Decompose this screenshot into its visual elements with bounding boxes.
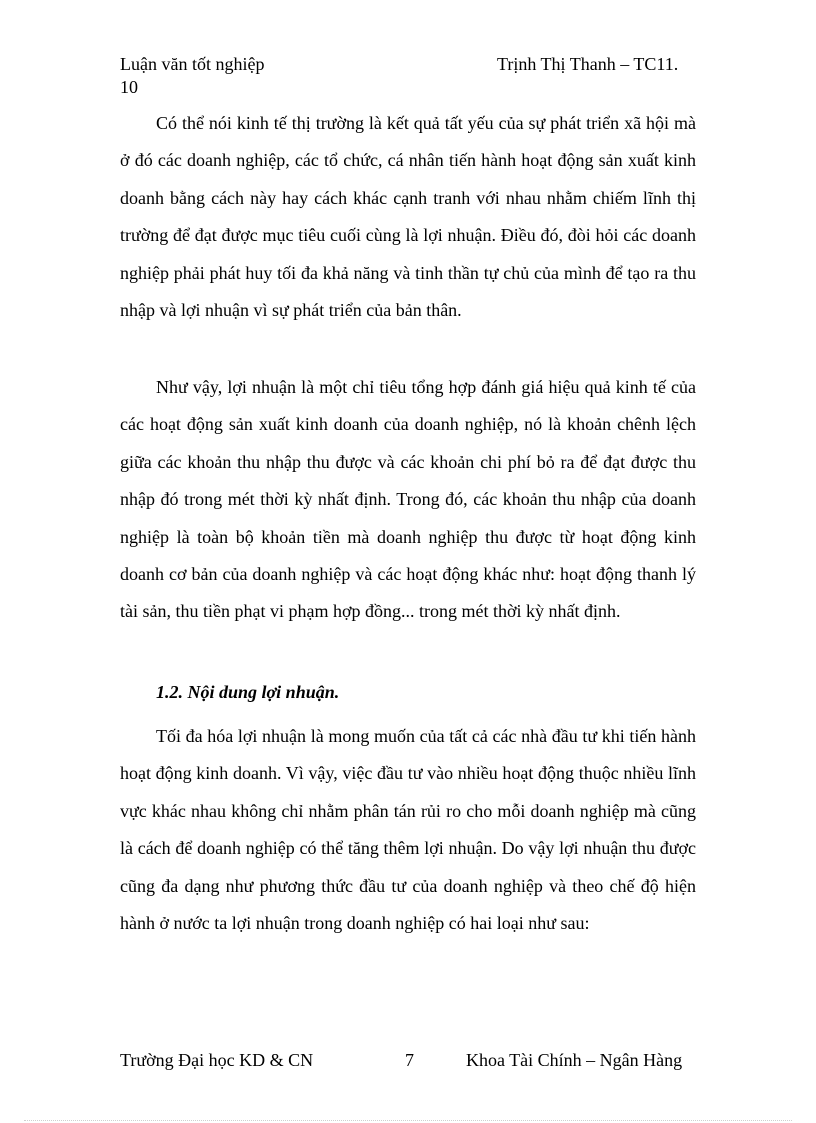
paragraph-market-economy: Có thể nói kinh tế thị trường là kết quả tất yếu của sự phát triển xã hội mà ở đó các doanh nghiệp, các tổ chức, cá nhân tiến hành hoạt động sản xuất kinh doanh bằng cách này hay cách khác cạnh tranh với nhau nhằm chiếm lĩnh thị trường để đạt được mục tiêu cuối cùng là lợi nhuận. Điều đó, đòi hỏi các doanh nghiệp phải phát huy tối đa khả năng và tinh thần tự chủ của mình để tạo ra thu nhập và lợi nhuận vì sự phát triển của bản thân. — [120, 113, 696, 321]
footer-university: Trường Đại học KD & CN — [120, 1050, 314, 1070]
paragraph-profit-maximization: Tối đa hóa lợi nhuận là mong muốn của tất cả các nhà đầu tư khi tiến hành hoạt động kinh doanh. Vì vậy, việc đầu tư vào nhiều hoạt động thuộc nhiều lĩnh vực khác nhau không chỉ nhằm phân tán rủi ro cho mỗi doanh nghiệp mà cũng là cách để doanh nghiệp có thể tăng thêm lợi nhuận. Do vậy lợi nhuận thu được cũng đa dạng như phương thức đầu tư của doanh nghiệp và theo chế độ hiện hành ở nước ta lợi nhuận trong doanh nghiệp có hai loại như sau: — [120, 726, 696, 934]
footer-page-number: 7 — [405, 1050, 414, 1070]
paragraph-profit-definition: Như vậy, lợi nhuận là một chỉ tiêu tổng hợp đánh giá hiệu quả kinh tế của các hoạt động sản xuất kinh doanh của doanh nghiệp, nó là khoản chênh lệch giữa các khoản thu nhập thu được và các khoản chi phí bỏ ra để đạt được thu nhập đó trong mét thời kỳ nhất định. Trong đó, các khoản thu nhập của doanh nghiệp là toàn bộ khoản tiền mà doanh nghiệp thu được từ hoạt động kinh doanh cơ bản của doanh nghiệp và các hoạt động khác như: hoạt động thanh lý tài sản, thu tiền phạt vi phạm hợp đồng... trong mét thời kỳ nhất định. — [120, 377, 696, 622]
header-continuation: 10 — [120, 77, 138, 97]
section-heading: 1.2. Nội dung lợi nhuận. — [156, 682, 340, 702]
header-document-type: Luận văn tốt nghiệp — [120, 54, 265, 74]
footer-faculty: Khoa Tài Chính – Ngân Hàng — [466, 1050, 683, 1070]
page-bottom-rule — [24, 1120, 792, 1121]
header-author: Trịnh Thị Thanh – TC11. — [497, 54, 679, 74]
